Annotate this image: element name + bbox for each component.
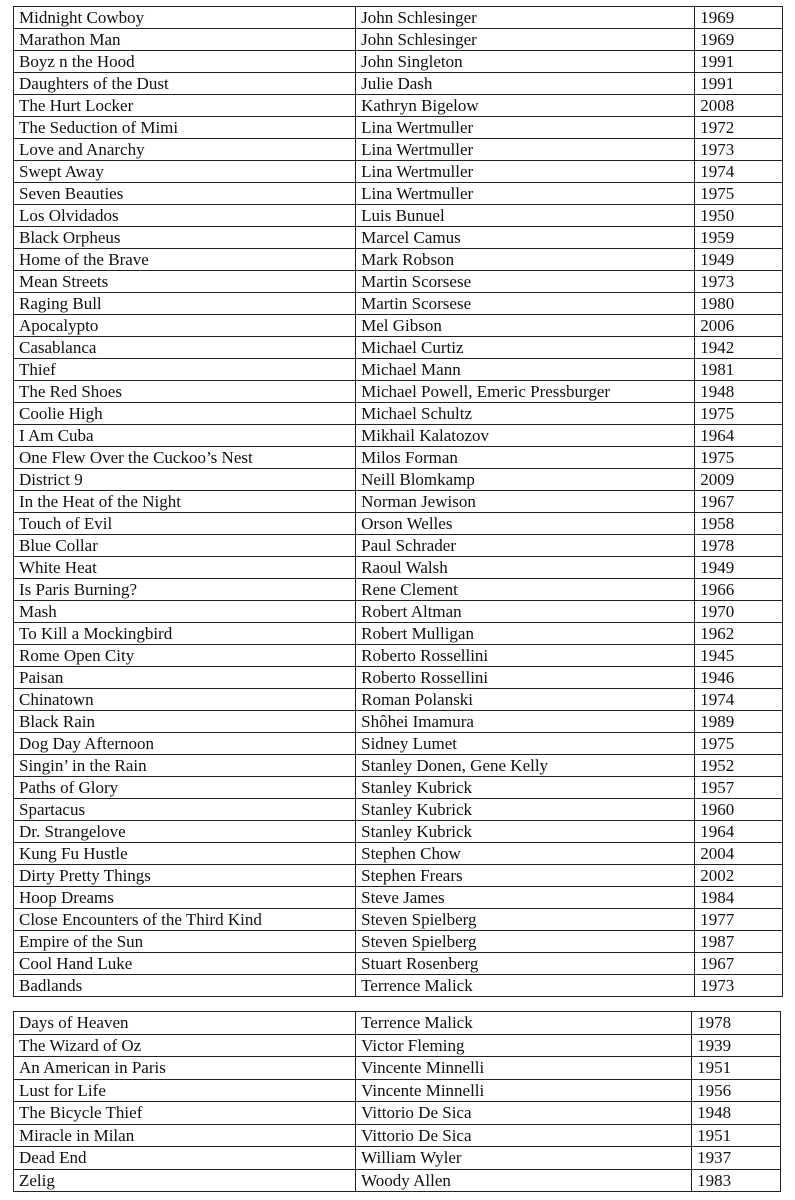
year-cell: 2009 — [695, 469, 783, 491]
table-row — [14, 667, 783, 689]
year-cell: 1951 — [692, 1124, 781, 1147]
year-cell: 1972 — [695, 117, 783, 139]
film-title-cell: Love and Anarchy — [14, 139, 356, 161]
year-cell: 2008 — [695, 95, 783, 117]
year-cell: 1981 — [695, 359, 783, 381]
film-table-bottom — [13, 1011, 781, 1192]
film-title-cell: One Flew Over the Cuckoo’s Nest — [14, 447, 356, 469]
director-cell: Mel Gibson — [356, 315, 695, 337]
film-title-cell: Coolie High — [14, 403, 356, 425]
table-row — [14, 315, 783, 337]
film-title-cell: Hoop Dreams — [14, 887, 356, 909]
table-row — [14, 381, 783, 403]
table-row — [14, 403, 783, 425]
director-cell: Marcel Camus — [356, 227, 695, 249]
film-title-cell: To Kill a Mockingbird — [14, 623, 356, 645]
film-title-cell: Dog Day Afternoon — [14, 733, 356, 755]
director-cell: Neill Blomkamp — [356, 469, 695, 491]
year-cell: 1970 — [695, 601, 783, 623]
film-title-cell: Kung Fu Hustle — [14, 843, 356, 865]
table-row — [14, 843, 783, 865]
year-cell: 2002 — [695, 865, 783, 887]
year-cell: 1978 — [692, 1012, 781, 1035]
table-row — [14, 821, 783, 843]
film-title-cell: Black Rain — [14, 711, 356, 733]
year-cell: 1942 — [695, 337, 783, 359]
year-cell: 1975 — [695, 447, 783, 469]
year-cell: 1989 — [695, 711, 783, 733]
director-cell: Mikhail Kalatozov — [356, 425, 695, 447]
table-row — [14, 249, 783, 271]
director-cell: Luis Bunuel — [356, 205, 695, 227]
director-cell: John Singleton — [356, 51, 695, 73]
director-cell: Stanley Donen, Gene Kelly — [356, 755, 695, 777]
year-cell: 1967 — [695, 953, 783, 975]
year-cell: 1949 — [695, 557, 783, 579]
year-cell: 1984 — [695, 887, 783, 909]
table-row — [14, 711, 783, 733]
film-title-cell: Chinatown — [14, 689, 356, 711]
director-cell: Shôhei Imamura — [356, 711, 695, 733]
table-row — [14, 469, 783, 491]
year-cell: 1969 — [695, 7, 783, 29]
film-title-cell: District 9 — [14, 469, 356, 491]
table-row — [14, 161, 783, 183]
year-cell: 1974 — [695, 161, 783, 183]
film-title-cell: Marathon Man — [14, 29, 356, 51]
director-cell: Milos Forman — [356, 447, 695, 469]
film-title-cell: Badlands — [14, 975, 356, 997]
table-row — [14, 1057, 781, 1080]
table-row — [14, 73, 783, 95]
year-cell: 1987 — [695, 931, 783, 953]
director-cell: Vincente Minnelli — [356, 1057, 692, 1080]
year-cell: 1974 — [695, 689, 783, 711]
director-cell: Lina Wertmuller — [356, 139, 695, 161]
year-cell: 2004 — [695, 843, 783, 865]
film-title-cell: Spartacus — [14, 799, 356, 821]
film-title-cell: The Wizard of Oz — [14, 1034, 356, 1057]
year-cell: 1958 — [695, 513, 783, 535]
table-row — [14, 975, 783, 997]
film-title-cell: Raging Bull — [14, 293, 356, 315]
film-title-cell: Miracle in Milan — [14, 1124, 356, 1147]
table-row — [14, 623, 783, 645]
table-row — [14, 689, 783, 711]
year-cell: 1962 — [695, 623, 783, 645]
director-cell: Vittorio De Sica — [356, 1124, 692, 1147]
director-cell: Stephen Chow — [356, 843, 695, 865]
year-cell: 1977 — [695, 909, 783, 931]
director-cell: Stanley Kubrick — [356, 777, 695, 799]
table-row — [14, 293, 783, 315]
year-cell: 1946 — [695, 667, 783, 689]
year-cell: 1978 — [695, 535, 783, 557]
director-cell: Michael Curtiz — [356, 337, 695, 359]
table-row — [14, 931, 783, 953]
director-cell: Michael Powell, Emeric Pressburger — [356, 381, 695, 403]
year-cell: 1956 — [692, 1079, 781, 1102]
director-cell: Victor Fleming — [356, 1034, 692, 1057]
director-cell: Lina Wertmuller — [356, 117, 695, 139]
year-cell: 1945 — [695, 645, 783, 667]
director-cell: Vittorio De Sica — [356, 1102, 692, 1125]
table-row — [14, 425, 783, 447]
director-cell: Stanley Kubrick — [356, 799, 695, 821]
table-row — [14, 271, 783, 293]
film-title-cell: Dr. Strangelove — [14, 821, 356, 843]
director-cell: Roberto Rossellini — [356, 645, 695, 667]
film-title-cell: Close Encounters of the Third Kind — [14, 909, 356, 931]
table-row — [14, 183, 783, 205]
director-cell: Julie Dash — [356, 73, 695, 95]
table-row — [14, 51, 783, 73]
table-row — [14, 799, 783, 821]
year-cell: 1973 — [695, 975, 783, 997]
film-title-cell: Blue Collar — [14, 535, 356, 557]
director-cell: Terrence Malick — [356, 975, 695, 997]
table-row — [14, 447, 783, 469]
table-row — [14, 7, 783, 29]
table-row — [14, 777, 783, 799]
director-cell: Mark Robson — [356, 249, 695, 271]
table-row — [14, 491, 783, 513]
director-cell: Steven Spielberg — [356, 931, 695, 953]
year-cell: 1967 — [695, 491, 783, 513]
film-title-cell: In the Heat of the Night — [14, 491, 356, 513]
year-cell: 1980 — [695, 293, 783, 315]
film-title-cell: Dead End — [14, 1147, 356, 1170]
year-cell: 2006 — [695, 315, 783, 337]
director-cell: John Schlesinger — [356, 29, 695, 51]
table-row — [14, 1169, 781, 1192]
director-cell: William Wyler — [356, 1147, 692, 1170]
film-table-bottom-body — [14, 1012, 781, 1192]
film-title-cell: Seven Beauties — [14, 183, 356, 205]
table-row — [14, 579, 783, 601]
table-row — [14, 337, 783, 359]
film-title-cell: An American in Paris — [14, 1057, 356, 1080]
director-cell: Rene Clement — [356, 579, 695, 601]
table-row — [14, 535, 783, 557]
director-cell: Lina Wertmuller — [356, 183, 695, 205]
director-cell: Michael Mann — [356, 359, 695, 381]
director-cell: Stanley Kubrick — [356, 821, 695, 843]
director-cell: Roman Polanski — [356, 689, 695, 711]
film-table-top-body — [14, 7, 783, 997]
director-cell: Kathryn Bigelow — [356, 95, 695, 117]
director-cell: Sidney Lumet — [356, 733, 695, 755]
director-cell: Vincente Minnelli — [356, 1079, 692, 1102]
year-cell: 1964 — [695, 821, 783, 843]
film-title-cell: Days of Heaven — [14, 1012, 356, 1035]
director-cell: Michael Schultz — [356, 403, 695, 425]
film-title-cell: Midnight Cowboy — [14, 7, 356, 29]
director-cell: Roberto Rossellini — [356, 667, 695, 689]
year-cell: 1937 — [692, 1147, 781, 1170]
table-row — [14, 95, 783, 117]
table-row — [14, 733, 783, 755]
year-cell: 1952 — [695, 755, 783, 777]
table-row — [14, 139, 783, 161]
director-cell: Stephen Frears — [356, 865, 695, 887]
year-cell: 1959 — [695, 227, 783, 249]
table-row — [14, 1012, 781, 1035]
director-cell: Woody Allen — [356, 1169, 692, 1192]
table-row — [14, 557, 783, 579]
year-cell: 1950 — [695, 205, 783, 227]
film-title-cell: Lust for Life — [14, 1079, 356, 1102]
table-row — [14, 601, 783, 623]
year-cell: 1975 — [695, 403, 783, 425]
film-title-cell: Empire of the Sun — [14, 931, 356, 953]
table-row — [14, 117, 783, 139]
director-cell: Paul Schrader — [356, 535, 695, 557]
table-row — [14, 513, 783, 535]
table-row — [14, 359, 783, 381]
film-title-cell: Home of the Brave — [14, 249, 356, 271]
film-title-cell: Thief — [14, 359, 356, 381]
director-cell: Stuart Rosenberg — [356, 953, 695, 975]
director-cell: Orson Welles — [356, 513, 695, 535]
director-cell: Martin Scorsese — [356, 271, 695, 293]
film-title-cell: Boyz n the Hood — [14, 51, 356, 73]
table-row — [14, 1102, 781, 1125]
film-title-cell: Los Olvidados — [14, 205, 356, 227]
year-cell: 1960 — [695, 799, 783, 821]
film-title-cell: Rome Open City — [14, 645, 356, 667]
film-title-cell: The Red Shoes — [14, 381, 356, 403]
film-title-cell: Mean Streets — [14, 271, 356, 293]
table-row — [14, 205, 783, 227]
table-row — [14, 645, 783, 667]
film-title-cell: Paisan — [14, 667, 356, 689]
year-cell: 1969 — [695, 29, 783, 51]
year-cell: 1973 — [695, 271, 783, 293]
film-table-top — [13, 6, 783, 997]
film-title-cell: The Hurt Locker — [14, 95, 356, 117]
year-cell: 1957 — [695, 777, 783, 799]
film-title-cell: Touch of Evil — [14, 513, 356, 535]
director-cell: Norman Jewison — [356, 491, 695, 513]
film-title-cell: Swept Away — [14, 161, 356, 183]
director-cell: Raoul Walsh — [356, 557, 695, 579]
director-cell: Robert Mulligan — [356, 623, 695, 645]
film-title-cell: Cool Hand Luke — [14, 953, 356, 975]
film-title-cell: Zelig — [14, 1169, 356, 1192]
table-row — [14, 1147, 781, 1170]
film-title-cell: Black Orpheus — [14, 227, 356, 249]
film-title-cell: Apocalypto — [14, 315, 356, 337]
film-title-cell: Singin’ in the Rain — [14, 755, 356, 777]
film-title-cell: I Am Cuba — [14, 425, 356, 447]
year-cell: 1964 — [695, 425, 783, 447]
film-title-cell: The Seduction of Mimi — [14, 117, 356, 139]
table-row — [14, 953, 783, 975]
year-cell: 1966 — [695, 579, 783, 601]
director-cell: Steven Spielberg — [356, 909, 695, 931]
film-title-cell: Mash — [14, 601, 356, 623]
film-title-cell: Paths of Glory — [14, 777, 356, 799]
table-row — [14, 1034, 781, 1057]
table-row — [14, 755, 783, 777]
table-row — [14, 227, 783, 249]
film-title-cell: Casablanca — [14, 337, 356, 359]
year-cell: 1949 — [695, 249, 783, 271]
director-cell: Terrence Malick — [356, 1012, 692, 1035]
film-title-cell: The Bicycle Thief — [14, 1102, 356, 1125]
table-row — [14, 29, 783, 51]
film-title-cell: Is Paris Burning? — [14, 579, 356, 601]
year-cell: 1991 — [695, 73, 783, 95]
table-row — [14, 865, 783, 887]
year-cell: 1975 — [695, 183, 783, 205]
year-cell: 1951 — [692, 1057, 781, 1080]
director-cell: Robert Altman — [356, 601, 695, 623]
table-row — [14, 909, 783, 931]
film-title-cell: Dirty Pretty Things — [14, 865, 356, 887]
year-cell: 1973 — [695, 139, 783, 161]
director-cell: John Schlesinger — [356, 7, 695, 29]
year-cell: 1975 — [695, 733, 783, 755]
year-cell: 1948 — [692, 1102, 781, 1125]
director-cell: Martin Scorsese — [356, 293, 695, 315]
director-cell: Steve James — [356, 887, 695, 909]
year-cell: 1939 — [692, 1034, 781, 1057]
year-cell: 1948 — [695, 381, 783, 403]
year-cell: 1991 — [695, 51, 783, 73]
film-title-cell: White Heat — [14, 557, 356, 579]
table-row — [14, 1079, 781, 1102]
table-row — [14, 1124, 781, 1147]
table-row — [14, 887, 783, 909]
film-title-cell: Daughters of the Dust — [14, 73, 356, 95]
director-cell: Lina Wertmuller — [356, 161, 695, 183]
year-cell: 1983 — [692, 1169, 781, 1192]
